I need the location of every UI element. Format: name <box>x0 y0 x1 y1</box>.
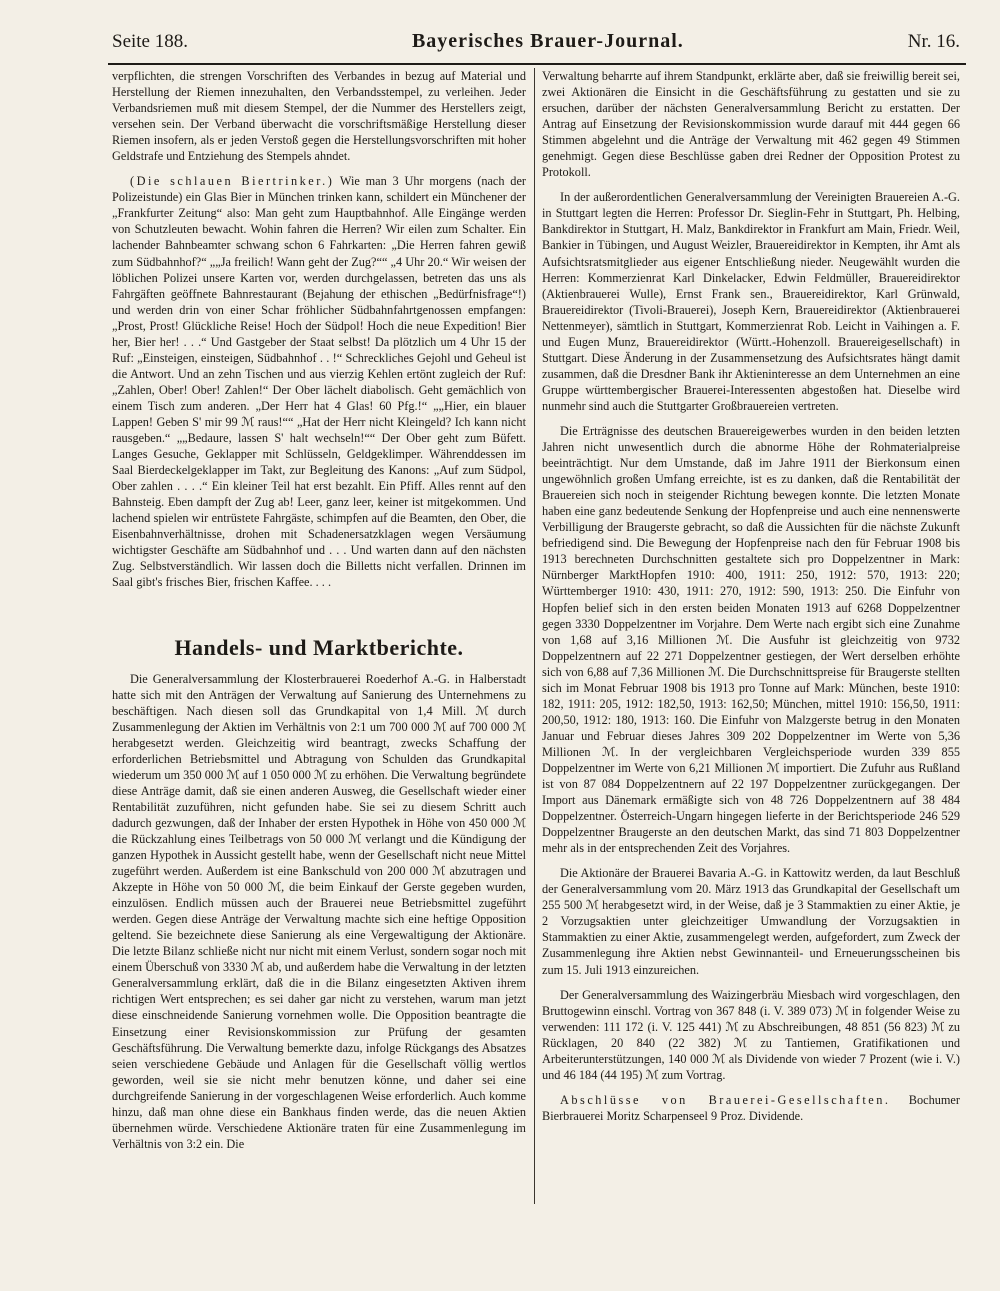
paragraph-biertrinker-body: Wie man 3 Uhr morgens (nach der Polizeistunde) ein Glas Bier in München trinken kann, schildert ein Münchener der „Frankfurter Zeitung“ also: Man geht zum Hauptbahnhof. Alle Eingänge werden von Schutzleuten bewacht. Wohin fahren die Herren? Wir eilen zum Schalter. Ein lachender Bahnbeamter schwang schon 6 Fahrkarten: „Die Herren fahren gewiß zum Südbahnhof?“ „„Ja freilich! Wann geht der Zug?““ „4 Uhr 20.“ Wir weisen der löblichen Polizei unsere Karten vor, werden durchgelassen, betreten das uns als Fahrgäften geöffnete Bahnrestaurant (Bejahung der ethischen „Bedürfnisfrage“!) und werden drin von einer Schar fröhlicher Südbahnfahrtgenossen empfangen: „Prost, Prost! Glückliche Reise! Hoch der Südpol! Hoch die neue Expedition! Bier her, Bier her! . . .“ Und Gastgeber der Staat selbst! Da plötzlich um 4 Uhr 15 der Ruf: „Einsteigen, einsteigen, Südbahnhof . . !“ Schreckliches Gejohl und Geheul ist die Antwort. Und an zehn Tischen und aus vierzig Kehlen ertönt zugleich der Ruf: „Zahlen, Ober! Ober! Zahlen!“ Der Ober lächelt diabolisch. Geht gemächlich von einem Tisch zum anderen. „Der Herr hat 4 Glas! 60 Pfg.!“ „„Hier, ein blauer Lappen! Geben S' mir 99 ℳ raus!““ „Hat der Herr nicht Kleingeld? Ich kann nicht rausgeben.“ „„Bedaure, lassen S' halt wechseln!““ Der Ober geht zum Büfett. Langes Gesuche, Geklapper mit Schlüsseln, Geldgeklimper. Währenddessen im Saal Bierdeckelgeklapper im Takt, zur Begleitung des Kanons: „Auf zum Südpol, Ober zahlen . . . .“ Ein kleiner Teil hat erst bezahlt. Ein Pfiff. Alles rennt auf den Bahnsteig. Eben dampft der Zug ab! Leer, ganz leer, keiner ist mitgekommen. Und lachend spielen wir entrüstete Fahrgäste, schimpfen auf die Beamten, den Ober, die Eisenbahnverhältnisse, drohen mit Schadenersatzklagen wegen Versäumung wichtigster Geschäfte am Südbahnhof und . . . Und warten dann auf den nächsten Zug. Selbstverständlich. Wir lassen doch die Billetts nicht verfallen. Drinnen im Saal gibt's frisches Bier, frischen Kaffee. . . . <box>112 174 526 590</box>
paragraph-verwaltung: Verwaltung beharrte auf ihrem Standpunkt, erklärte aber, daß sie freiwillig bereit sei, zwei Aktionären die Einsicht in die Geschäftsführung zu gestatten und sie zu ersuchen, darüber der nächsten Generalversammlung Bericht zu erstatten. Der Antrag auf Einsetzung der Revisionskommission wurde darauf mit 444 gegen 66 Stimmen abgelehnt und die Anträge der Verwaltung mit 462 gegen 49 Stimmen genehmigt. Gegen diese Beschlüsse gaben drei Redner der Opposition Protest zu Protokoll. <box>542 69 960 180</box>
paragraph-abschluesse-body: Bochumer Bierbrauerei Moritz Scharpenseel 9 Proz. Dividende. <box>542 1092 960 1123</box>
paragraph-ertraegnisse: Die Erträgnisse des deutschen Brauereigewerbes wurden in den beiden letzten Jahren nicht unwesentlich durch die abnorme Höhe der Rohmaterialpreise beeinträchtigt. Nur dem Umstande, daß im Jahre 1911 der Bierkonsum einen ungewöhnlich großen Umfang erreichte, ist es zu danken, daß die Rentabilität der Brauereien sich noch in steigender Richtung bewegen konnte. Die letzten Monate haben eine ganz bedeutende Senkung der Hopfenpreise und auch eine nennenswerte Verbilligung der Braugerste gebracht, so daß die Aussichten für die nächste Zukunft befriedigend sind. Die Bewegung der Hopfenpreise nach den für Februar 1908 bis 1913 berechneten Durchschnitten gestaltete sich pro Doppelzentner in Mark: Nürnberger MarktHopfen 1910: 400, 1911: 250, 1912: 570, 1913: 220; Württemberger 1910: 430, 1911: 270, 1912: 590, 1913: 250. Die Einfuhr von Hopfen belief sich in den ersten beiden Monaten 1913 auf 6268 Doppelzentner gegen 3330 Doppelzentner im Vorjahre. Dem Werte nach ergibt sich eine Zunahme von 1,68 auf 3,16 Millionen ℳ. Die Ausfuhr ist gleichzeitig von 9732 Doppelzentnern auf 22 271 Doppelzentner gestiegen, der Wert derselben erhöhte sich von 6,88 auf 7,36 Millionen ℳ. Die Durchschnittspreise für Braugerste stellten sich im Monat Februar 1908 bis 1913 pro Tonne auf Mark: München, beste 1910: 182, 1911: 205, 1912: 182,50, 1913: 162,50; München, mittel 1910: 156,50, 1911: 200,50, 1912: 180, 1913: 160. Die Einfuhr von Malzgerste betrug in den Monaten Januar und Februar dieses Jahres 309 202 Doppelzentner im Werte von 5,36 Millionen ℳ. In der vergleichbaren Vergleichsperiode wurden 339 855 Doppelzentner im Werte von 6,21 Millionen ℳ importiert. Die Zufuhr aus Rußland ist von 87 084 Doppelzentnern auf 22 197 Doppelzentner zurückgegangen. Der Import aus Dänemark ermäßigte sich von 48 726 Doppelzentnern auf 38 484 Doppelzentner. Österreich-Ungarn hingegen lieferte in der Berichtsperiode 246 529 Doppelzentner Braugerste an den deutschen Markt, das sind 71 803 Doppelzentner mehr als in der entsprechenden Zeit des Vorjahres. <box>542 423 960 856</box>
paragraph-vereinigte-brauereien: In der außerordentlichen Generalversammlung der Vereinigten Brauereien A.-G. in Stuttgart legten die Herren: Professor Dr. Sieglin-Fehr in Stuttgart, Ph. Helbing, Bankdirektor in Stuttgart, H. Malz, Bankdirektor in Frankfurt am Main, Friedr. Weil, Bankier in Tübingen, und August Weizler, Brauereidirektor in Kempten, ihr Amt als Aufsichtsratsmitglieder aus eigener Entschließung nieder. Neugewählt wurden die Herren: Kommerzienrat Karl Dinkelacker, Edwin Feldmüller, Brauereidirektor (Aktienbrauerei Wulle), Ernst Frank sen., Brauereidirektor, Karl Grünwald, Brauereidirektor (Tivoli-Brauerei), Joseph Kern, Brauereidirektor (Aktienbrauerei Nettenmeyer), sämtlich in Stuttgart, Kommerzienrat Rob. Leicht in Vaihingen a. F. und Eugen Munz, Brauereidirektor (Württ.-Hohenzoll. Brauereigesellschaft) in Stuttgart. Diese Änderung in der Zusammensetzung des Aufsichtsrates hängt damit zusammen, daß die Dresdner Bank ihr Aktieninteresse an dem Unternehmen an eine Gruppe württembergischer Brauerei-Interessenten abgestoßen hat. Dieselbe wird nunmehr sind auch die Stuttgarter Großbrauereien vertreten. <box>542 190 960 413</box>
page-number: Seite 188. <box>112 31 188 52</box>
paragraph-verband-riemen: verpflichten, die strengen Vorschriften des Verbandes in bezug auf Material und Herstellung der Riemen innezuhalten, den Verbandsstempel, zu verleihen. Jeder Verbandsriemen muß mit diesem Stempel, der die Nummer des Herstellers zeigt, versehen sein. Der Verband überwacht die vorschriftsmäßige Herstellung dieser Riemen insofern, als er jeden Verstoß gegen die Herstellungsvorschriften mit hoher Geldstrafe und Entziehung des Stempels ahndet. <box>112 69 526 164</box>
journal-title: Bayerisches Brauer-Journal. <box>411 30 684 52</box>
paragraph-bavaria: Die Aktionäre der Brauerei Bavaria A.-G. in Kattowitz werden, da laut Beschluß der Generalversammlung vom 20. März 1913 das Grundkapital der Gesellschaft um 255 500 ℳ herabgesetzt wird, in der Weise, daß je 3 Stammaktien zu einer Aktie, je 2 Vorzugsaktien unter gleichzeitiger Umwandlung der Vorzugsaktien in Stammaktien zu einer Aktie, zusammengelegt werden, aufgefordert, zum Zweck der Zusammenlegung ihre Aktien nebst Gewinnanteil- und Erneuerungsscheinen bis zum 15. Juli 1913 einzureichen. <box>542 866 960 977</box>
page-header <box>112 30 960 60</box>
paragraph-abschluesse <box>542 1092 960 1124</box>
paragraph-waizingerbraeu: Der Generalversammlung des Waizingerbräu Miesbach wird vorgeschlagen, den Bruttogewinn einschl. Vortrag von 367 848 (i. V. 389 073) ℳ in folgender Weise zu verwenden: 111 172 (i. V. 125 441) ℳ zu Abschreibungen, 48 851 (56 823) ℳ zu Rücklagen, 20 840 (22 382) ℳ zu Tantiemen, Gratifikationen und Arbeiterunterstützungen, 140 000 ℳ als Dividende von wieder 7 Prozent (wie i. V.) und 46 184 (44 195) ℳ zum Vortrag. <box>542 987 960 1082</box>
left-column <box>112 68 526 1152</box>
paragraph-klosterbrauerei: Die Generalversammlung der Klosterbrauerei Roederhof A.-G. in Halberstadt hatte sich mit den Anträgen der Verwaltung auf Sanierung des Unternehmens zu beschäftigen. Nach diesen soll das Grundkapital von 1,4 Mill. ℳ durch Zusammenlegung der Aktien im Verhältnis von 2:1 um 700 000 ℳ auf 700 000 ℳ herabgesetzt werden. Gleichzeitig wird beantragt, zwecks Schaffung der erforderlichen Betriebsmittel und Abtragung von Schulden das Grundkapital wiederum um 350 000 ℳ auf 1 050 000 ℳ zu erhöhen. Die Verwaltung begründete diese Anträge damit, daß sie einen anderen Ausweg, die Gesellschaft wieder einer Rentabilität zuzuführen, nicht gefunden habe. Sie sei zu diesem Schritt auch dadurch gezwungen, daß der Inhaber der ersten Hypothek in Höhe von 450 000 ℳ die Rückzahlung eines Teilbetrags von 50 000 ℳ verlangt und die Kündigung der ganzen Hypothek in Aussicht gestellt habe, wenn der Gesellschaft nicht neue Mittel zugeführt werden. Außerdem ist eine Bankschuld von 200 000 ℳ abzutragen und Akzepte in Höhe von 50 000 ℳ, die beim Einkauf der Gerste gegeben wurden, einzulösen. Endlich müssen auch der Brauerei neue Betriebsmittel zugeführt werden. Gegen diese Anträge der Verwaltung machte sich eine heftige Opposition geltend. Sie bezeichnete diese Sanierung als eine Vergewaltigung der Aktionäre. Die letzte Bilanz schließe nicht nur nicht mit einem Verlust, sondern sogar noch mit einem Überschuß von 3330 ℳ ab, und außerdem habe die Verwaltung in der letzten Generalversammlung erklärt, daß die in die Bilanz eingesetzten Aktiven ihrem richtigen Wert entsprechen; es sei daher gar nicht zu verstehen, warum man jetzt diese einschneidende Sanierung vornehmen wolle. Die Opposition beantragte die Einsetzung einer Revisionskommission zur Prüfung der gesamten Geschäftsführung. Die Verwaltung bemerkte dazu, infolge Rückgangs des Absatzes seien verschiedene Gebäude und Anlagen für die Gesellschaft völlig wertlos geworden, weil sie sie nicht mehr benutzen könne, und daher sei eine durchgreifende Sanierung in der vorgeschlagenen Weise erforderlich. Auch komme hinzu, daß man ohne diese ein Bankhaus finden werde, das die neuen Aktien übernehmen würde. Verschiedene Aktionäre traten für eine Zusammenlegung im Verhältnis von 3:2 ein. Die <box>112 671 526 1151</box>
paragraph-biertrinker <box>112 173 526 590</box>
column-divider <box>534 68 535 1204</box>
right-column <box>542 68 960 1124</box>
paragraph-label-abschluesse: Abschlüsse von Brauerei-Gesellschaften. <box>560 1092 891 1107</box>
header-rule <box>108 63 966 65</box>
paragraph-label-biertrinker: (Die schlauen Biertrinker.) <box>130 174 335 189</box>
section-heading-handelsberichte: Handels- und Marktberichte. <box>174 634 464 660</box>
issue-number: Nr. 16. <box>907 31 960 52</box>
